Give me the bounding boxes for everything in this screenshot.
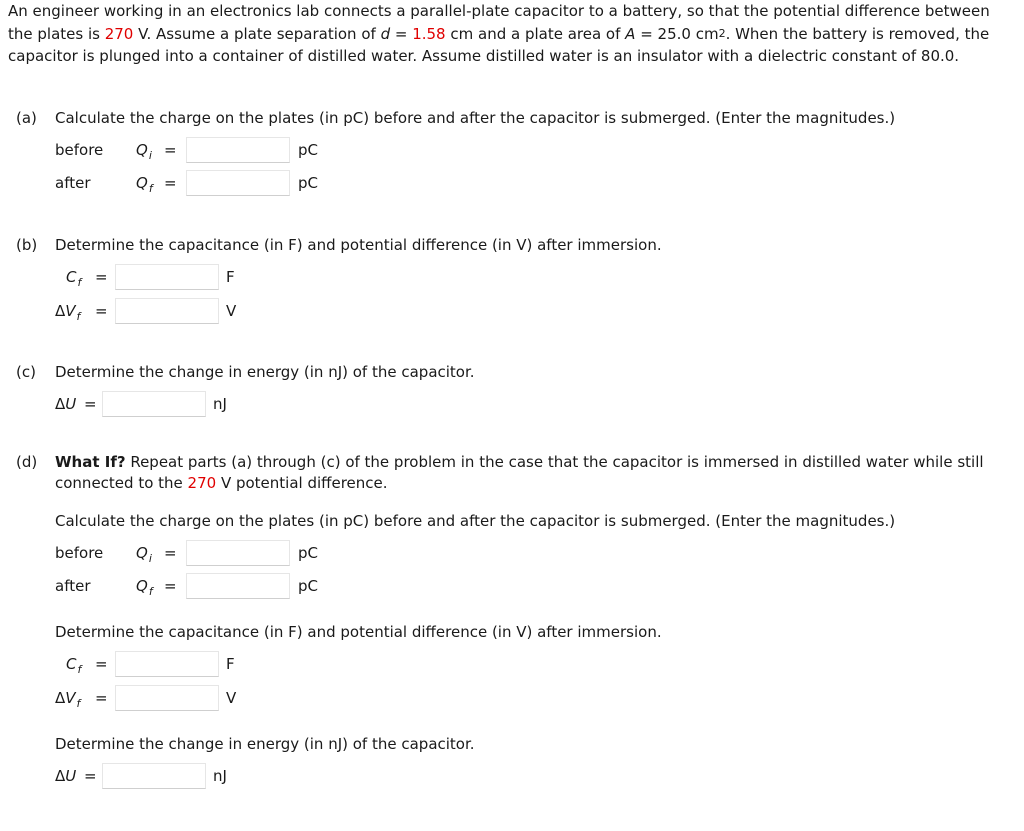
part-a-qi-symbol: $Q_i$ — [136, 141, 152, 162]
part-d-before-label: before — [55, 544, 104, 562]
part-d-dvf-input[interactable] — [115, 685, 219, 711]
part-d-cf-input[interactable] — [115, 651, 219, 677]
part-b-cf-symbol: $C_f$ — [66, 268, 82, 289]
part-b-question: Determine the capacitance (in F) and potential difference (in V) after immersion. — [55, 236, 662, 254]
part-a-qf-unit: pC — [298, 174, 318, 192]
part-d-qf-unit: pC — [298, 577, 318, 595]
part-b-dvf-symbol: $\Delta V_f$ — [55, 302, 81, 323]
part-c-label: (c) — [16, 363, 36, 381]
part-d-qi-symbol: $Q_i$ — [136, 544, 152, 565]
part-d-du-unit: nJ — [213, 767, 227, 785]
part-d-capacitance-question: Determine the capacitance (in F) and potential difference (in V) after immersion. — [55, 623, 662, 641]
part-b-dvf-unit: V — [226, 302, 237, 320]
part-c-du-unit: nJ — [213, 395, 227, 413]
part-d-dvf-symbol: $\Delta V_f$ — [55, 689, 81, 710]
part-d-dvf-unit: V — [226, 689, 237, 707]
part-a-before-label: before — [55, 141, 104, 159]
separation-value: 1.58 — [412, 24, 446, 43]
part-d-qi-input[interactable] — [186, 540, 290, 566]
part-d-cf-symbol: $C_f$ — [66, 655, 82, 676]
part-d-question: What If? Repeat parts (a) through (c) of the problem in the case that the capacitor is immersed in distilled water while still connected to the 270 V potential difference. — [55, 453, 984, 492]
problem-statement: An engineer working in an electronics lab connects a parallel-plate capacitor to a battery, so that the potential difference between the plates is 270 V. Assume a plate separation of d = 1.58 cm and a plate area of A = 25.0 $cm^2$. When the battery is removed, the capacitor is plunged into a container of distilled water. Assume distilled water is an insulator with a dielectric constant of 80.0. — [8, 2, 990, 65]
part-a-qi-unit: pC — [298, 141, 318, 159]
part-c-du-symbol: ΔU — [55, 395, 77, 413]
part-d-du-symbol: ΔU — [55, 767, 77, 785]
part-d-energy-question: Determine the change in energy (in nJ) of the capacitor. — [55, 735, 475, 753]
part-b-cf-unit: F — [226, 268, 235, 286]
part-d-du-input[interactable] — [102, 763, 206, 789]
part-d-cf-unit: F — [226, 655, 235, 673]
part-b-label: (b) — [16, 236, 38, 254]
part-a-label: (a) — [16, 109, 37, 127]
part-a-qf-symbol: $Q_f$ — [136, 174, 153, 195]
part-d-qf-symbol: $Q_f$ — [136, 577, 153, 598]
part-d-charge-question: Calculate the charge on the plates (in pC) before and after the capacitor is submerged. (Enter the magnitudes.) — [55, 512, 896, 530]
part-d-qf-input[interactable] — [186, 573, 290, 599]
part-d-label: (d) — [16, 453, 38, 471]
part-a-qf-input[interactable] — [186, 170, 290, 196]
part-a-qi-input[interactable] — [186, 137, 290, 163]
voltage-value: 270 — [104, 24, 134, 43]
part-c-question: Determine the change in energy (in nJ) of the capacitor. — [55, 363, 475, 381]
part-c-du-input[interactable] — [102, 391, 206, 417]
part-b-cf-input[interactable] — [115, 264, 219, 290]
part-d-after-label: after — [55, 577, 91, 595]
part-b-dvf-input[interactable] — [115, 298, 219, 324]
part-a-after-label: after — [55, 174, 91, 192]
part-a-question: Calculate the charge on the plates (in pC) before and after the capacitor is submerged. (Enter the magnitudes.) — [55, 109, 896, 127]
part-d-qi-unit: pC — [298, 544, 318, 562]
